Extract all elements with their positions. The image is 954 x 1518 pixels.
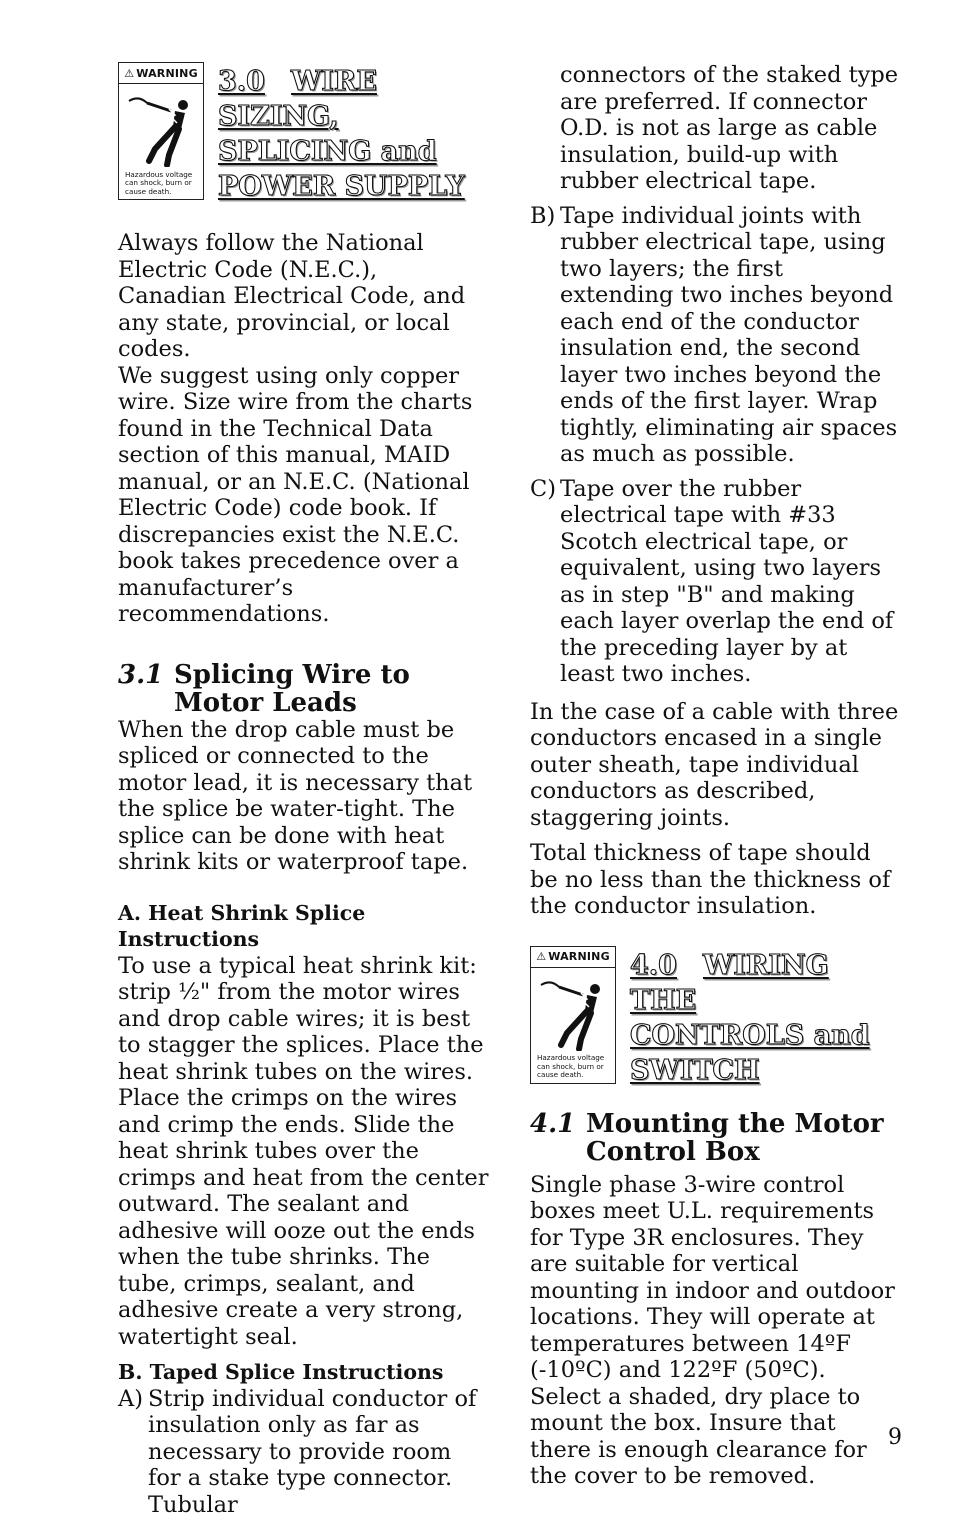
page-number: 9 (888, 1425, 902, 1450)
subsection-title: Mounting the Motor Control Box (586, 1110, 902, 1166)
list-label: A) (118, 1386, 148, 1518)
title-line: POWER SUPPLY (218, 169, 465, 204)
list-item-c (530, 476, 902, 688)
title-line: CONTROLS and (630, 1018, 870, 1053)
heat-shrink-paragraph: To use a typical heat shrink kit: strip ½" from the motor wires and drop cable wires; it is best to stagger the splices. Place the heat shrink tubes on the wires. Place the crimps on the wires and crimp the ends. Slide the heat shrink tubes over the crimps and heat from the center outward. The sealant and adhesive will ooze out the ends when the tube shrinks. The tube, crimps, sealant, and adhesive create a very strong, watertight seal. (118, 953, 490, 1351)
subsection-4-1-heading (530, 1110, 902, 1166)
splice-intro-paragraph: When the drop cable must be spliced or connected to the motor lead, it is necessary that the splice be water-tight. The splice can be done with heat shrink kits or waterproof tape. (118, 717, 490, 876)
copper-wire-paragraph: We suggest using only copper wire. Size wire from the charts found in the Technical Data section of this manual, MAID manual, or an N.E.C. (National Electric Code) code book. If discrepancies exist the N.E.C. book takes precedence over a manufacturer’s recommendations. (118, 363, 490, 628)
section-3-header (118, 62, 490, 204)
list-text: Strip individual conductor of insulation only as far as necessary to provide room for a stake type connector. Tubular (148, 1386, 490, 1518)
section-number: 3.0 (218, 66, 265, 97)
title-line: WIRING (703, 950, 829, 981)
warning-label: WARNING (136, 67, 198, 80)
section-number: 4.0 (630, 950, 677, 981)
warning-label: WARNING (548, 950, 610, 963)
list-label: C) (530, 476, 560, 688)
warning-sign (118, 62, 204, 200)
left-column (118, 62, 490, 1518)
section-4-title (630, 948, 870, 1088)
title-line: SWITCH (630, 1053, 870, 1088)
title-line: SPLICING and (218, 134, 465, 169)
section-3-title (218, 64, 465, 204)
codes-paragraph: Always follow the National Electric Code (N.E.C.), Canadian Electrical Code, and any state, provincial, or local codes. (118, 230, 490, 363)
list-item-a (118, 1386, 490, 1518)
warning-caption: Hazardous voltage can shock, burn or cause death. (119, 171, 203, 199)
list-label: B) (530, 203, 560, 468)
electric-shock-icon (119, 84, 203, 171)
warning-caption: Hazardous voltage can shock, burn or cause death. (531, 1054, 615, 1082)
subsection-3-1-heading (118, 661, 490, 717)
title-line: WIRE (291, 66, 377, 97)
title-line: THE (630, 983, 870, 1018)
taped-splice-heading: B. Taped Splice Instructions (118, 1359, 490, 1386)
subsection-number: 4.1 (530, 1110, 586, 1166)
warning-sign (530, 946, 616, 1084)
list-text: Tape individual joints with rubber electrical tape, using two layers; the first extending two inches beyond each end of the conductor insulation end, the second layer two inches beyond the ends of the first layer. Wrap tightly, eliminating air spaces as much as possible. (560, 203, 902, 468)
three-conductor-paragraph: In the case of a cable with three conductors encased in a single outer sheath, tape individual conductors as described, staggering joints. (530, 699, 902, 832)
list-item-b (530, 203, 902, 468)
right-column (530, 62, 902, 1490)
list-item-a-continued: connectors of the staked type are preferred. If connector O.D. is not as large as cable insulation, build-up with rubber electrical tape. (530, 62, 902, 195)
subsection-title: Splicing Wire to Motor Leads (174, 661, 490, 717)
subsection-number: 3.1 (118, 661, 174, 717)
tape-thickness-paragraph: Total thickness of tape should be no less than the thickness of the conductor insulation. (530, 840, 902, 920)
title-line: SIZING, (218, 99, 465, 134)
warning-label-bar (119, 63, 203, 84)
warning-label-bar (531, 947, 615, 968)
list-text: Tape over the rubber electrical tape with #33 Scotch electrical tape, or equivalent, using two layers as in step "B" and making each layer overlap the end of the preceding layer by at least two inches. (560, 476, 902, 688)
heat-shrink-heading: A. Heat Shrink Splice Instructions (118, 900, 490, 953)
control-box-paragraph: Single phase 3-wire control boxes meet U.L. requirements for Type 3R enclosures. They are suitable for vertical mounting in indoor and outdoor locations. They will operate at temperatures between 14ºF (-10ºC) and 122ºF (50ºC). Select a shaded, dry place to mount the box. Insure that there is enough clearance for the cover to be removed. (530, 1172, 902, 1490)
warning-triangle-icon: ⚠ (536, 950, 546, 963)
section-4-header (530, 946, 902, 1088)
warning-triangle-icon: ⚠ (124, 67, 134, 80)
electric-shock-icon (531, 968, 615, 1055)
